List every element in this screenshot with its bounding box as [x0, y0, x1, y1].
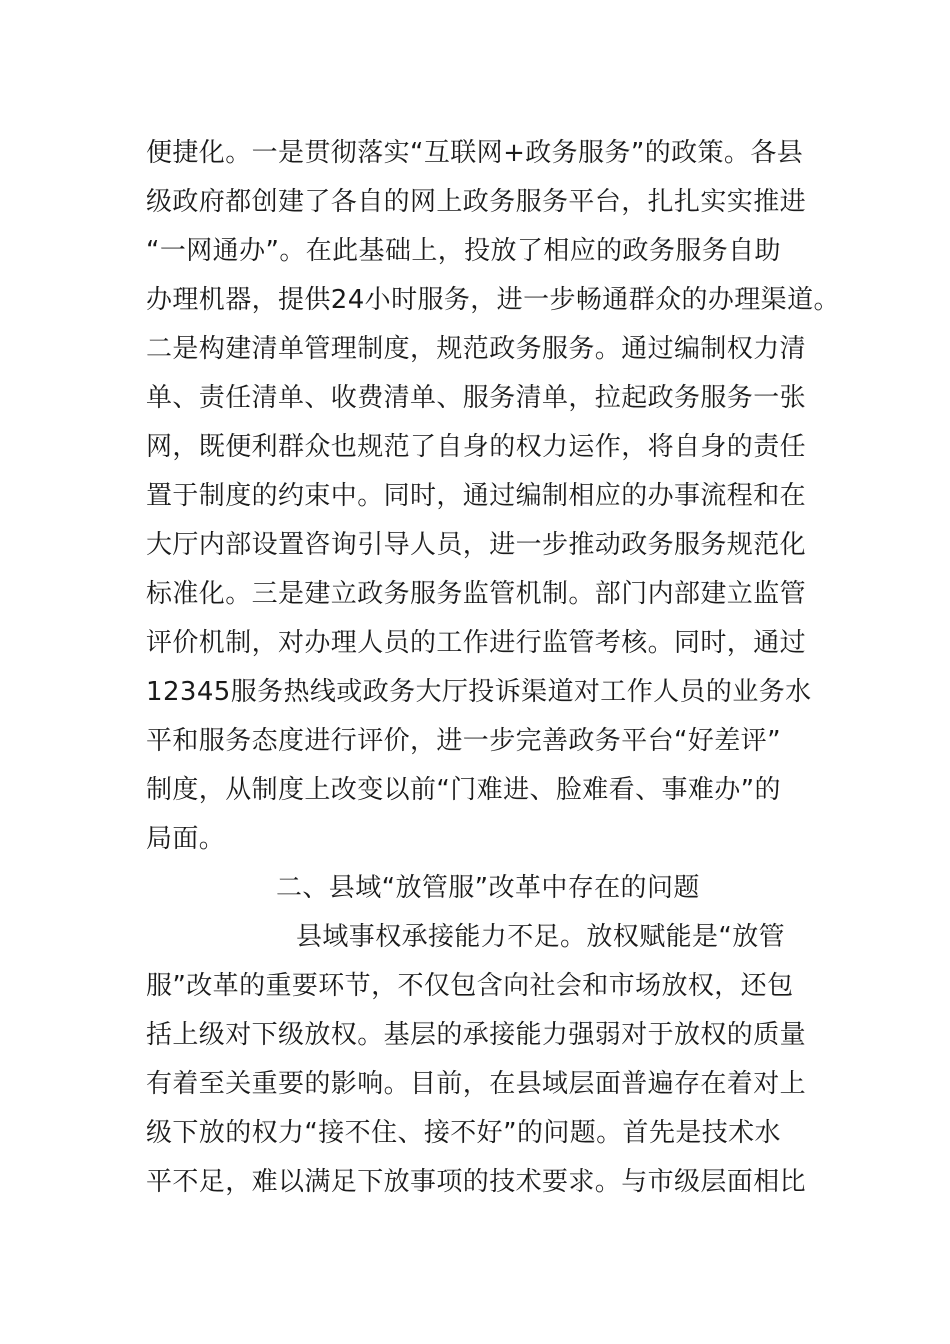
- paragraph-line: 平不足，难以满足下放事项的技术要求。与市级层面相比: [146, 1167, 807, 1197]
- paragraph-line: 级政府都创建了各自的网上政务服务平台，扎扎实实推进: [146, 187, 807, 217]
- paragraph-line: 大厅内部设置咨询引导人员，进一步推动政务服务规范化: [146, 530, 807, 560]
- paragraph-line: 制度，从制度上改变以前“门难进、脸难看、事难办”的: [146, 775, 781, 805]
- paragraph-line: 平和服务态度进行评价，进一步完善政务平台“好差评”: [146, 726, 781, 756]
- paragraph-line: 局面。: [146, 824, 226, 854]
- section-heading: 二、县域“放管服”改革中存在的问题: [276, 873, 700, 903]
- paragraph-line: 单、责任清单、收费清单、服务清单，拉起政务服务一张: [146, 383, 807, 413]
- paragraph-line: 评价机制，对办理人员的工作进行监管考核。同时，通过: [146, 628, 807, 658]
- paragraph-line: 服”改革的重要环节，不仅包含向社会和市场放权，还包: [146, 971, 794, 1001]
- paragraph-line: 标准化。三是建立政务服务监管机制。部门内部建立监管: [146, 579, 807, 609]
- paragraph-line: 12345服务热线或政务大厅投诉渠道对工作人员的业务水: [146, 677, 812, 707]
- paragraph-line: 网，既便利群众也规范了自身的权力运作，将自身的责任: [146, 432, 807, 462]
- paragraph-line: 二是构建清单管理制度，规范政务服务。通过编制权力清: [146, 334, 807, 364]
- paragraph-line: 县域事权承接能力不足。放权赋能是“放管: [296, 922, 786, 952]
- paragraph-line: “一网通办”。在此基础上，投放了相应的政务服务自助: [146, 236, 781, 266]
- paragraph-line: 括上级对下级放权。基层的承接能力强弱对于放权的质量: [146, 1020, 807, 1050]
- paragraph-line: 便捷化。一是贯彻落实“互联网+政务服务”的政策。各县: [146, 138, 804, 168]
- paragraph-line: 有着至关重要的影响。目前，在县域层面普遍存在着对上: [146, 1069, 807, 1099]
- paragraph-line: 置于制度的约束中。同时，通过编制相应的办事流程和在: [146, 481, 807, 511]
- paragraph-line: 级下放的权力“接不住、接不好”的问题。首先是技术水: [146, 1118, 781, 1148]
- paragraph-line: 办理机器，提供24小时服务，进一步畅通群众的办理渠道。: [146, 285, 840, 315]
